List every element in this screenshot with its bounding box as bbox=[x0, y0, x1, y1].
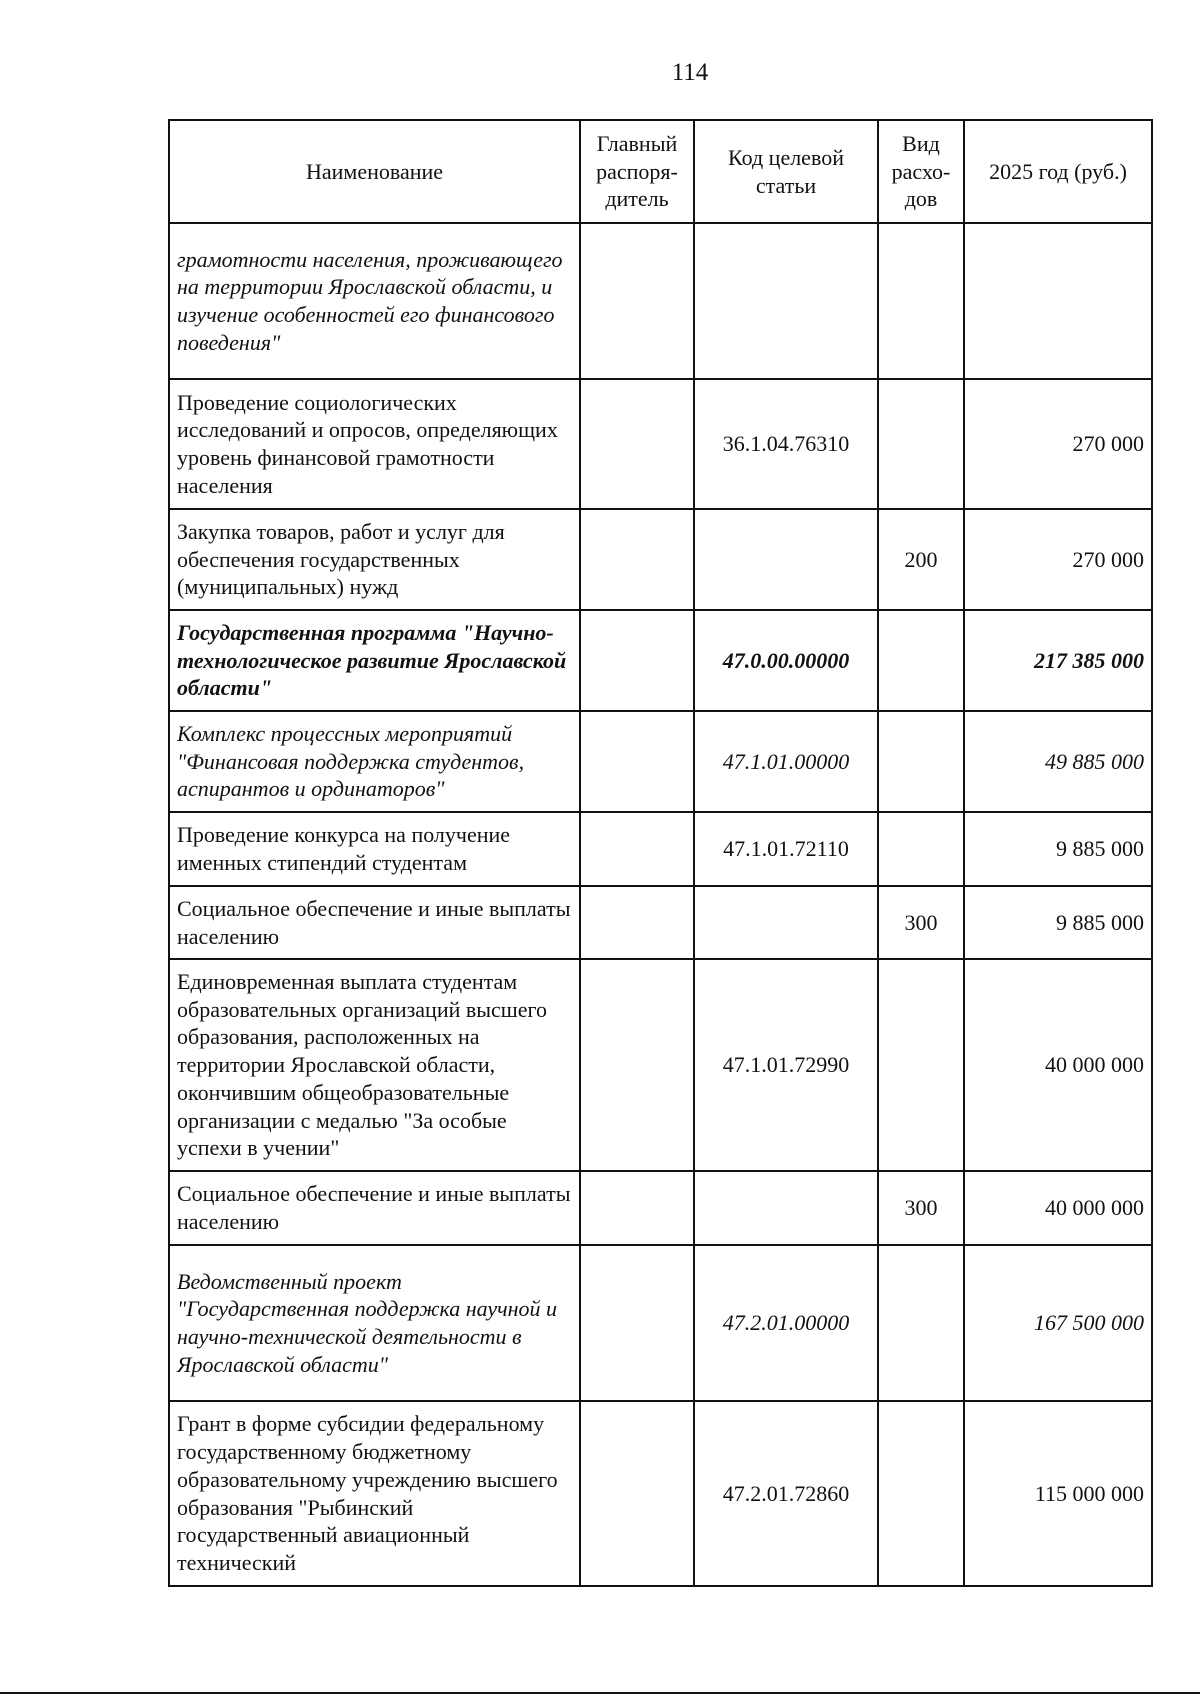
page-bottom-rule bbox=[0, 1692, 1200, 1694]
row-name: Проведение социологических исследований и опросов, определяющих уровень финансовой грамотности населения bbox=[169, 379, 580, 509]
row-name: Проведение конкурса на получение именных стипендий студентам bbox=[169, 812, 580, 886]
row-expense-kind bbox=[878, 1245, 964, 1401]
table-row bbox=[169, 610, 1152, 711]
row-target-code: 47.1.01.72110 bbox=[694, 812, 878, 886]
table-row bbox=[169, 959, 1152, 1171]
row-target-code bbox=[694, 509, 878, 610]
row-amount: 167 500 000 bbox=[964, 1245, 1152, 1401]
row-target-code bbox=[694, 223, 878, 379]
row-target-code: 36.1.04.76310 bbox=[694, 379, 878, 509]
header-main-manager: Главный распоря-дитель bbox=[580, 120, 694, 223]
row-amount: 9 885 000 bbox=[964, 812, 1152, 886]
row-main-manager bbox=[580, 379, 694, 509]
row-main-manager bbox=[580, 223, 694, 379]
row-amount: 115 000 000 bbox=[964, 1401, 1152, 1586]
row-expense-kind bbox=[878, 711, 964, 812]
table-row bbox=[169, 223, 1152, 379]
page-number: 114 bbox=[671, 59, 709, 86]
row-amount bbox=[964, 223, 1152, 379]
row-main-manager bbox=[580, 812, 694, 886]
row-main-manager bbox=[580, 1171, 694, 1245]
row-target-code: 47.1.01.72990 bbox=[694, 959, 878, 1171]
row-main-manager bbox=[580, 509, 694, 610]
header-target-code: Код целевой статьи bbox=[694, 120, 878, 223]
row-amount: 40 000 000 bbox=[964, 959, 1152, 1171]
budget-table bbox=[168, 119, 1153, 1587]
header-expense-kind: Вид расхо-дов bbox=[878, 120, 964, 223]
header-name: Наименование bbox=[169, 120, 580, 223]
table-row bbox=[169, 379, 1152, 509]
row-name: грамотности населения, проживающего на территории Ярославской области, и изучение особенностей его финансового поведения" bbox=[169, 223, 580, 379]
table-row bbox=[169, 711, 1152, 812]
row-expense-kind: 300 bbox=[878, 886, 964, 959]
table-row bbox=[169, 1245, 1152, 1401]
table-row bbox=[169, 509, 1152, 610]
table-row bbox=[169, 812, 1152, 886]
row-name: Социальное обеспечение и иные выплаты населению bbox=[169, 1171, 580, 1245]
row-target-code: 47.2.01.72860 bbox=[694, 1401, 878, 1586]
row-name: Грант в форме субсидии федеральному государственному бюджетному образовательному учреждению высшего образования "Рыбинский государственный авиационный технический bbox=[169, 1401, 580, 1586]
row-amount: 270 000 bbox=[964, 379, 1152, 509]
row-name: Комплекс процессных мероприятий "Финансовая поддержка студентов, аспирантов и ординаторов" bbox=[169, 711, 580, 812]
row-amount: 270 000 bbox=[964, 509, 1152, 610]
row-target-code bbox=[694, 1171, 878, 1245]
row-amount: 9 885 000 bbox=[964, 886, 1152, 959]
table-row bbox=[169, 886, 1152, 959]
row-name: Единовременная выплата студентам образовательных организаций высшего образования, расположенных на территории Ярославской области, окончившим общеобразовательные организации с медалью "За особые успехи в учении" bbox=[169, 959, 580, 1171]
header-year-2025: 2025 год (руб.) bbox=[964, 120, 1152, 223]
row-target-code: 47.1.01.00000 bbox=[694, 711, 878, 812]
row-expense-kind bbox=[878, 223, 964, 379]
row-expense-kind: 300 bbox=[878, 1171, 964, 1245]
row-expense-kind bbox=[878, 610, 964, 711]
row-amount: 217 385 000 bbox=[964, 610, 1152, 711]
row-name: Ведомственный проект "Государственная поддержка научной и научно-технической деятельности в Ярославской области" bbox=[169, 1245, 580, 1401]
table-row bbox=[169, 1401, 1152, 1586]
row-main-manager bbox=[580, 1245, 694, 1401]
row-amount: 49 885 000 bbox=[964, 711, 1152, 812]
row-target-code: 47.2.01.00000 bbox=[694, 1245, 878, 1401]
row-main-manager bbox=[580, 711, 694, 812]
row-expense-kind bbox=[878, 1401, 964, 1586]
row-expense-kind bbox=[878, 959, 964, 1171]
row-main-manager bbox=[580, 1401, 694, 1586]
row-name: Закупка товаров, работ и услуг для обеспечения государственных (муниципальных) нужд bbox=[169, 509, 580, 610]
row-main-manager bbox=[580, 959, 694, 1171]
row-name: Государственная программа "Научно-технологическое развитие Ярославской области" bbox=[169, 610, 580, 711]
table-header-row bbox=[169, 120, 1152, 223]
row-name: Социальное обеспечение и иные выплаты населению bbox=[169, 886, 580, 959]
table-row bbox=[169, 1171, 1152, 1245]
row-main-manager bbox=[580, 610, 694, 711]
row-expense-kind: 200 bbox=[878, 509, 964, 610]
row-main-manager bbox=[580, 886, 694, 959]
row-expense-kind bbox=[878, 812, 964, 886]
table-body bbox=[169, 223, 1152, 1586]
row-expense-kind bbox=[878, 379, 964, 509]
row-target-code: 47.0.00.00000 bbox=[694, 610, 878, 711]
row-target-code bbox=[694, 886, 878, 959]
row-amount: 40 000 000 bbox=[964, 1171, 1152, 1245]
